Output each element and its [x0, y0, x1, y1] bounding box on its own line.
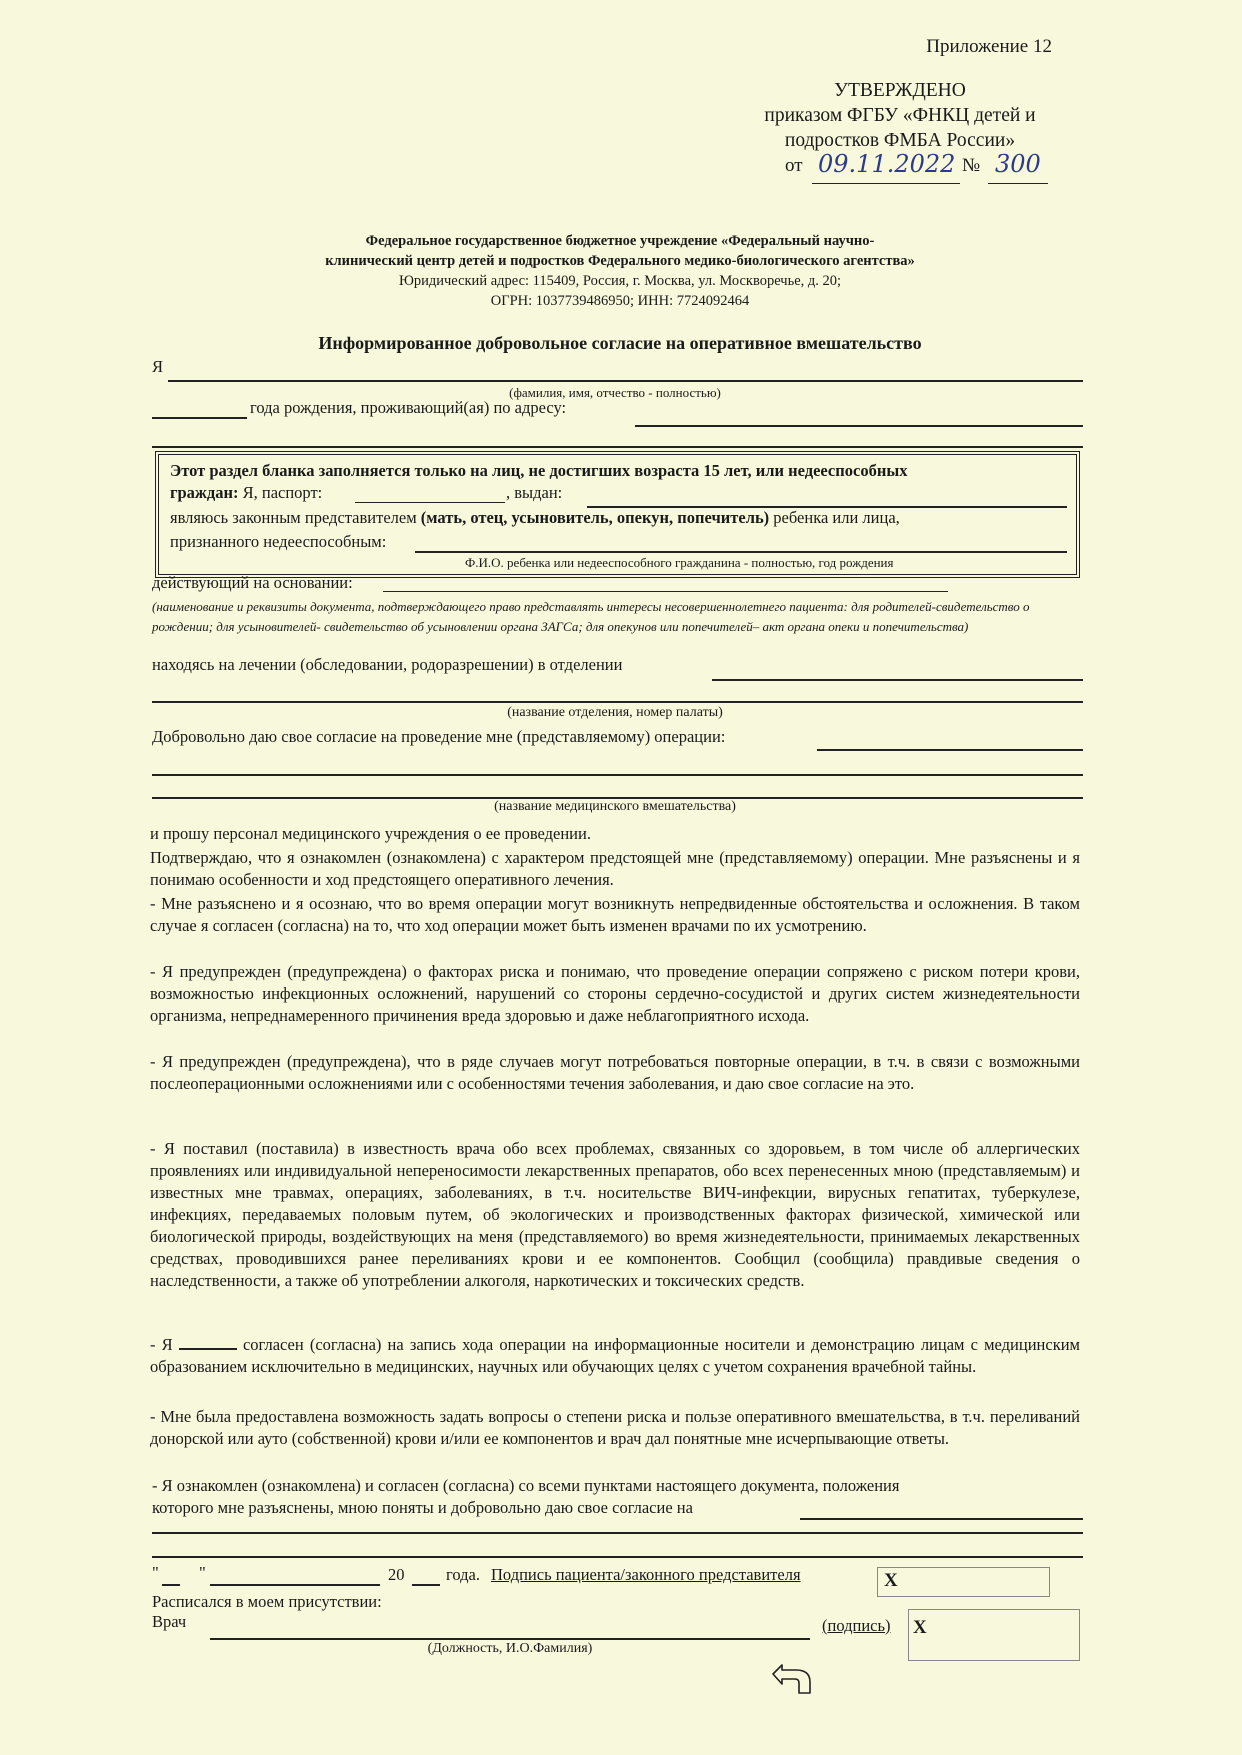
i-label: Я: [152, 357, 164, 376]
paragraph-repeat-operations: - Я предупрежден (предупреждена), что в ряде случаев могут потребоваться повторные операции, в т.ч. в связи с возможными послеоперационными осложнениями или с особенностями течения заболевания, и даю свое согласие на это.: [150, 1052, 1080, 1093]
year-prefix: 20: [388, 1565, 405, 1584]
paragraph-unforeseen: - Мне разъяснено и я осознаю, что во время операции могут возникнуть непредвиденные обстоятельства и осложнения. В таком случае я согласен (согласна) на то, что ход операции может быть изменен врачами по их усмотрению.: [150, 894, 1080, 935]
operation-field[interactable]: [817, 749, 1083, 751]
basis-label: действующий на основании:: [152, 573, 353, 592]
approval-block: [700, 78, 1100, 153]
doctor-signature-label: (подпись): [822, 1616, 891, 1635]
birth-year-field[interactable]: [152, 417, 247, 419]
approved-heading: УТВЕРЖДЕНО: [834, 80, 966, 101]
doctor-sign-mark: X: [913, 1617, 927, 1638]
doctor-caption: (Должность, И.О.Фамилия): [427, 1641, 593, 1656]
operation-label: Добровольно даю свое согласие на проведение мне (представляемому) операции:: [152, 727, 726, 746]
appendix-number: Приложение 12: [926, 36, 1052, 57]
paragraph-acknowledge: Подтверждаю, что я ознакомлен (ознакомлена) с характером предстоящей мне (представляемому) операции. Мне разъяснены и я понимаю особенности и ход предстоящего оперативного лечения.: [150, 848, 1080, 889]
birth-address-label: года рождения, проживающий(ая) по адресу:: [250, 398, 567, 417]
basis-note: (наименование и реквизиты документа, подтверждающего право представлять интересы несовершеннолетнего пациента: для родителей-свидетельство о рождении; для усыновителей- свидетельство об усыновлении органа ЗАГСа; для опекунов или попечителей– акт органа опеки и попечительства): [152, 599, 1030, 634]
institution-block: [200, 231, 1040, 311]
representative-roles: (мать, отец, усыновитель, опекун, попечитель): [420, 508, 770, 527]
representative-post: ребенка или лица,: [773, 508, 900, 527]
patient-sign-mark: X: [884, 1570, 898, 1591]
return-arrow-icon[interactable]: [770, 1662, 818, 1696]
guardian-heading: Этот раздел бланка заполняется только на лиц, не достигших возраста 15 лет, или недееспособных: [170, 461, 908, 480]
child-name-caption: Ф.И.О. ребенка или недееспособного гражданина - полностью, год рождения: [465, 555, 894, 570]
witnessed-label: Расписался в моем присутствии:: [152, 1592, 382, 1611]
final-consent-field-3[interactable]: [152, 1556, 1083, 1558]
order-line-1: приказом ФГБУ «ФНКЦ детей и: [764, 105, 1036, 126]
department-caption: (название отделения, номер палаты): [507, 705, 723, 720]
recording-post: согласен (согласна) на запись хода операции на информационные носители и демонстрацию лицам с медицинским образованием исключительно в медицинских, научных или обучающих целях с учетом сохранения врачебной тайны.: [150, 1335, 1080, 1376]
basis-field[interactable]: [383, 591, 948, 592]
date-quote-close: ": [199, 1563, 206, 1582]
paragraph-questions: - Мне была предоставлена возможность задать вопросы о степени риска и пользе оперативного вмешательства, в т.ч. переливаний донорской или ауто (собственной) крови и/или ее компонентов и врач дал понятные мне исчерпывающие ответы.: [150, 1407, 1080, 1448]
passport-field[interactable]: [355, 502, 505, 503]
paragraph-recording: [150, 1334, 1080, 1378]
recording-pre: - Я: [150, 1335, 173, 1354]
department-label: находясь на лечении (обследовании, родоразрешении) в отделении: [152, 655, 623, 674]
institution-address: Юридический адрес: 115409, Россия, г. Москва, ул. Москворечье, д. 20;: [398, 273, 842, 289]
guardian-heading-2: граждан:: [170, 483, 239, 502]
operation-caption: (название медицинского вмешательства): [494, 799, 736, 814]
recording-consent-field[interactable]: [179, 1334, 237, 1350]
patient-signature-box[interactable]: [877, 1567, 1050, 1597]
guardian-section: [170, 458, 1070, 484]
institution-name-1: Федеральное государственное бюджетное учреждение «Федеральный научно-: [365, 233, 875, 249]
final-consent-field-2[interactable]: [152, 1532, 1083, 1534]
paragraph-request: и прошу персонал медицинского учреждения о ее проведении.: [150, 824, 591, 843]
order-date-handwritten: 09.11.2022: [818, 150, 956, 178]
patient-name-caption: (фамилия, имя, отчество - полностью): [509, 385, 721, 400]
order-from-label: от: [785, 155, 803, 176]
address-field[interactable]: [635, 425, 1083, 427]
paragraph-disclosure: - Я поставил (поставила) в известность врача обо всех проблемах, связанных со здоровьем, в том числе об аллергических проявлениях или индивидуальной непереносимости лекарственных препаратов, обо всех перенесенных мною (представляемым) и известных мне травмах, операциях, заболеваниях, в т.ч. носительстве ВИЧ-инфекции, вирусных гепатитах, туберкулезе, инфекциях, передаваемых половым путем, об экологических и производственных факторах физической, химической или биологической природы, воздействующих на меня (представляемого) во время жизнедеятельности, принимаемых лекарственных средствах, проводившихся ранее переливаниях крови и ее компонентов. Сообщил (сообщила) правдивые сведения о наследственности, а также об употреблении алкоголя, наркотических и токсических средств.: [150, 1139, 1080, 1290]
document-title: Информированное добровольное согласие на оперативное вмешательство: [318, 333, 922, 353]
institution-name-2: клинический центр детей и подростков Федерального медико-биологического агентства»: [325, 253, 915, 269]
date-day-field[interactable]: [162, 1584, 180, 1586]
date-month-field[interactable]: [210, 1584, 380, 1586]
doctor-name-field[interactable]: [210, 1638, 810, 1640]
order-number-handwritten: 300: [995, 150, 1041, 178]
patient-name-field[interactable]: [168, 380, 1083, 382]
doctor-signature-box[interactable]: [908, 1609, 1080, 1661]
order-number-label: №: [962, 155, 981, 176]
final-consent-field[interactable]: [800, 1518, 1083, 1520]
operation-field-2[interactable]: [152, 774, 1083, 776]
representative-pre: являюсь законным представителем: [170, 508, 417, 527]
doctor-label: Врач: [152, 1612, 187, 1631]
date-quote-open: ": [152, 1563, 159, 1582]
paragraph-risks: - Я предупрежден (предупреждена) о факторах риска и понимаю, что проведение операции сопряжено с риском потери крови, возможностью инфекционных осложнений, нарушений со стороны сердечно-сосудистой и других систем жизнедеятельности организма, непреднамеренного причинения вреда здоровью и даже неблагоприятного исхода.: [150, 962, 1080, 1025]
department-field-2[interactable]: [152, 701, 1083, 703]
department-field[interactable]: [712, 679, 1083, 681]
child-name-field[interactable]: [415, 551, 1067, 553]
passport-label: Я, паспорт:: [242, 483, 323, 502]
paragraph-final-consent-1: - Я ознакомлен (ознакомлена) и согласен (согласна) со всеми пунктами настоящего документа, положения: [152, 1476, 900, 1495]
incapable-label: признанного недееспособным:: [170, 532, 387, 551]
year-suffix: года.: [446, 1565, 480, 1584]
date-year-field[interactable]: [412, 1584, 440, 1586]
patient-signature-label: Подпись пациента/законного представителя: [491, 1565, 801, 1584]
order-line-2: подростков ФМБА России»: [784, 130, 1016, 151]
address-field-2[interactable]: [152, 446, 1083, 448]
institution-ids: ОГРН: 1037739486950; ИНН: 7724092464: [490, 293, 750, 309]
issued-label: , выдан:: [506, 483, 563, 502]
paragraph-final-consent-2: которого мне разъяснены, мною поняты и добровольно даю свое согласие на: [152, 1498, 693, 1517]
